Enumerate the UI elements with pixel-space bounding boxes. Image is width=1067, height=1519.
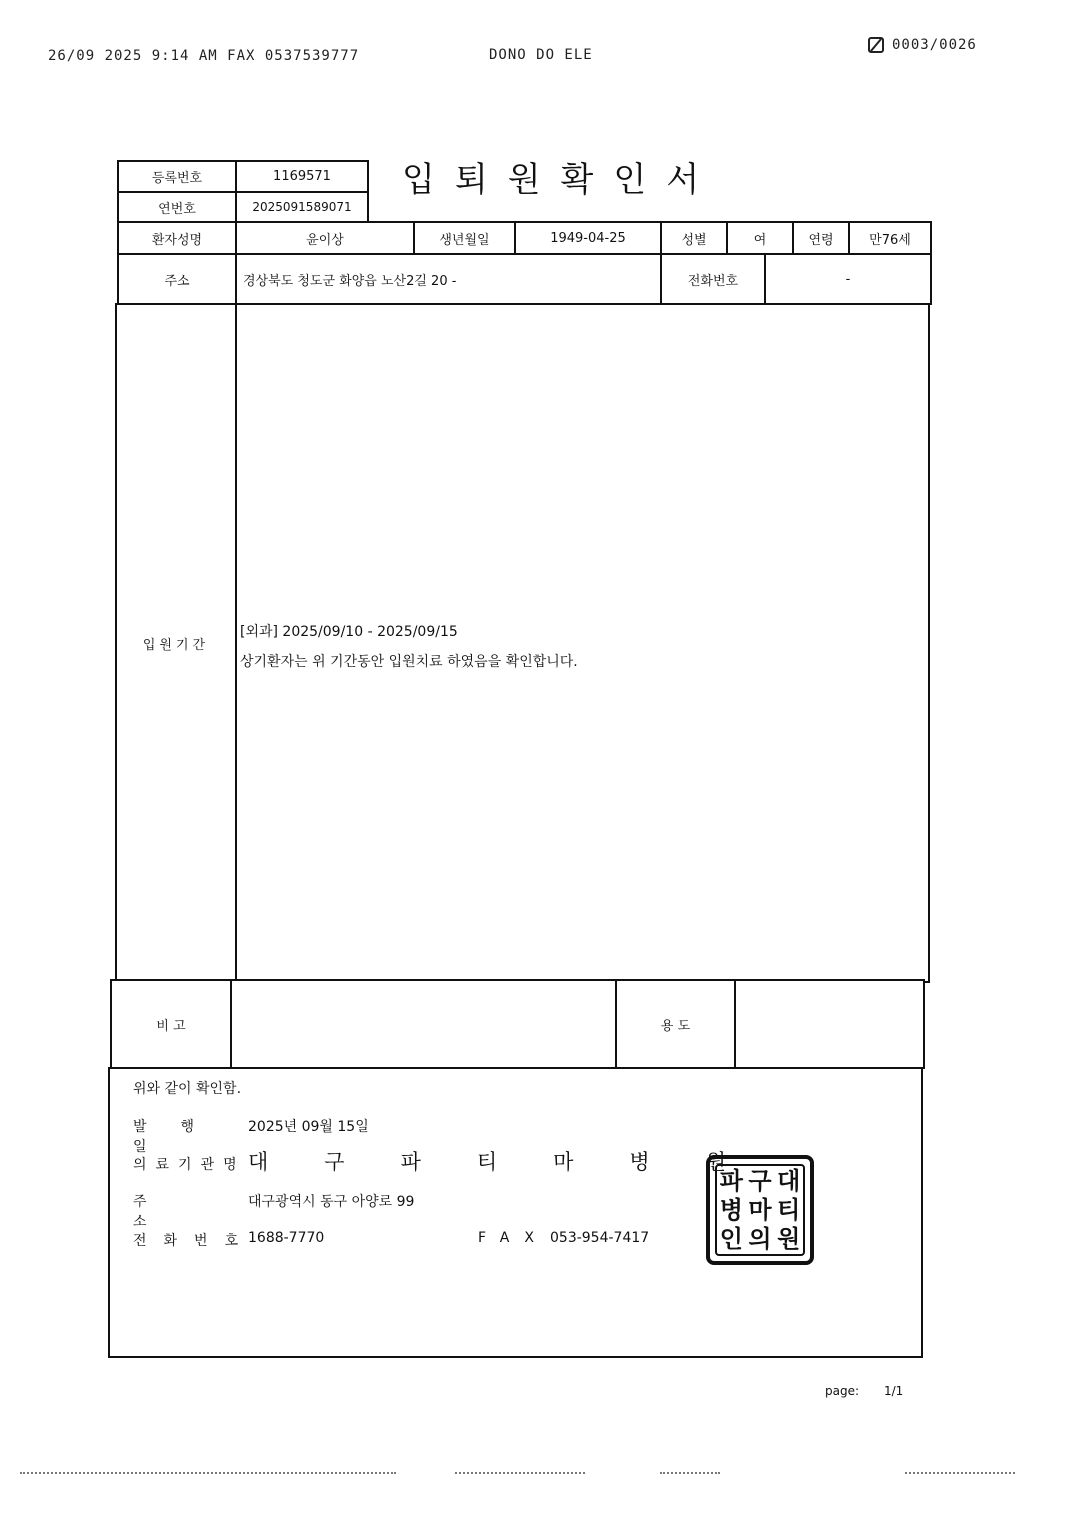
issuer-address-label-text: 주소 <box>133 1194 225 1230</box>
page-value: 1/1 <box>884 1384 904 1398</box>
scan-noise-line <box>660 1472 720 1474</box>
period-box <box>235 303 930 983</box>
reg-no-label: 등록번호 <box>117 160 237 193</box>
scan-noise-line <box>905 1472 1015 1474</box>
issuer-fax-label: FAX <box>478 1230 549 1246</box>
fax-page-count: 0003/0026 <box>892 37 977 53</box>
scan-noise-line <box>20 1472 396 1474</box>
fax-page-icon <box>868 37 884 53</box>
institution-label: 의료기관명 <box>133 1157 246 1173</box>
page-label: page: <box>825 1384 860 1398</box>
issue-date: 2025년 09월 15일 <box>248 1119 369 1135</box>
reg-no-value: 1169571 <box>235 160 369 193</box>
address-label: 주소 <box>117 253 237 305</box>
age-label: 연령 <box>792 221 850 255</box>
purpose-value <box>734 979 925 1069</box>
fax-page-counter <box>868 37 977 53</box>
document-title: 입퇴원확인서 <box>402 160 720 200</box>
phone-value: - <box>764 253 932 305</box>
phone-label: 전화번호 <box>660 253 766 305</box>
issuer-phone: 1688-7770 <box>248 1230 325 1246</box>
fax-sender: DONO DO ELE <box>489 47 593 63</box>
confirm-text: 위와 같이 확인함. <box>133 1081 242 1097</box>
name-value: 윤이상 <box>235 221 415 255</box>
serial-label: 연번호 <box>117 191 237 223</box>
address-value: 경상북도 청도군 화양읍 노산2길 20 - <box>235 253 662 305</box>
age-value: 만76세 <box>848 221 932 255</box>
issuer-address-label <box>133 1191 238 1231</box>
dob-label: 생년월일 <box>413 221 516 255</box>
remarks-label: 비 고 <box>110 979 232 1069</box>
sex-value: 여 <box>726 221 794 255</box>
issuer-fax: 053-954-7417 <box>550 1230 650 1246</box>
issue-date-label-text: 발행일 <box>133 1119 229 1155</box>
purpose-label: 용 도 <box>615 979 736 1069</box>
dob-value: 1949-04-25 <box>514 221 662 255</box>
scan-noise-line <box>455 1472 585 1474</box>
fax-datetime: 26/09 2025 9:14 AM FAX 0537539777 <box>48 48 360 64</box>
period-dates: [외과] 2025/09/10 - 2025/09/15 <box>240 624 458 640</box>
issue-date-label <box>133 1116 238 1156</box>
period-label: 입원기간 <box>115 303 237 983</box>
issuer-phone-label: 전화번호 <box>133 1233 256 1249</box>
period-confirmation: 상기환자는 위 기간동안 입원치료 하였음을 확인합니다. <box>240 654 578 670</box>
name-label: 환자성명 <box>117 221 237 255</box>
sex-label: 성별 <box>660 221 728 255</box>
serial-value: 2025091589071 <box>235 191 369 223</box>
institution-name: 대구파티마병원 <box>248 1150 783 1174</box>
hospital-seal: 파 구 대 병 마 티 인 의 원 <box>706 1155 814 1265</box>
remarks-value <box>230 979 617 1069</box>
issuer-address: 대구광역시 동구 아양로 99 <box>248 1194 415 1210</box>
